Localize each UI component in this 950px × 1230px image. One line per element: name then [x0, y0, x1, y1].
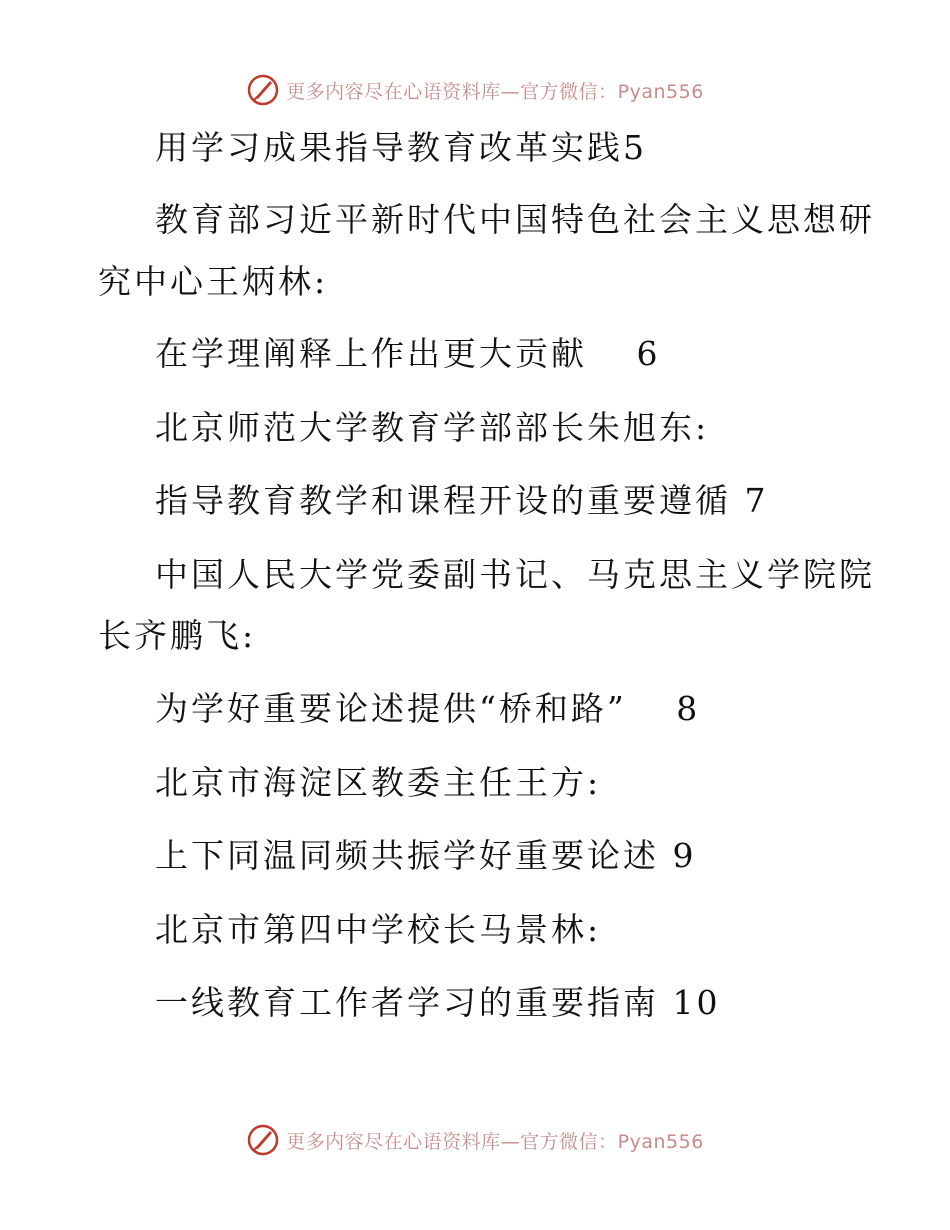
toc-line: 中国人民大学党委副书记、马克思主义学院院 — [155, 555, 875, 594]
toc-line: 究中心王炳林: — [98, 262, 329, 301]
toc-line: 在学理阐释上作出更大贡献 6 — [155, 334, 661, 373]
toc-line: 长齐鹏飞: — [98, 616, 257, 655]
toc-line: 指导教育教学和课程开设的重要遵循 7 — [155, 481, 769, 520]
toc-line: 教育部习近平新时代中国特色社会主义思想研 — [155, 200, 875, 239]
watermark-text: 更多内容尽在心语资料库—官方微信：Pyan556 — [286, 80, 704, 103]
toc-line: 为学好重要论述提供“桥和路” 8 — [155, 689, 701, 728]
toc-line: 北京市第四中学校长马景林: — [155, 910, 602, 949]
toc-line: 北京市海淀区教委主任王方: — [155, 763, 602, 802]
quill-logo-icon — [246, 1123, 280, 1157]
toc-line: 北京师范大学教育学部部长朱旭东: — [155, 408, 710, 447]
toc-line: 上下同温同频共振学好重要论述 9 — [155, 836, 697, 875]
toc-line: 一线教育工作者学习的重要指南 10 — [155, 983, 721, 1022]
toc-line: 用学习成果指导教育改革实践5 — [155, 128, 647, 167]
watermark-text: 更多内容尽在心语资料库—官方微信：Pyan556 — [286, 1130, 704, 1153]
footer-watermark — [0, 1120, 950, 1160]
